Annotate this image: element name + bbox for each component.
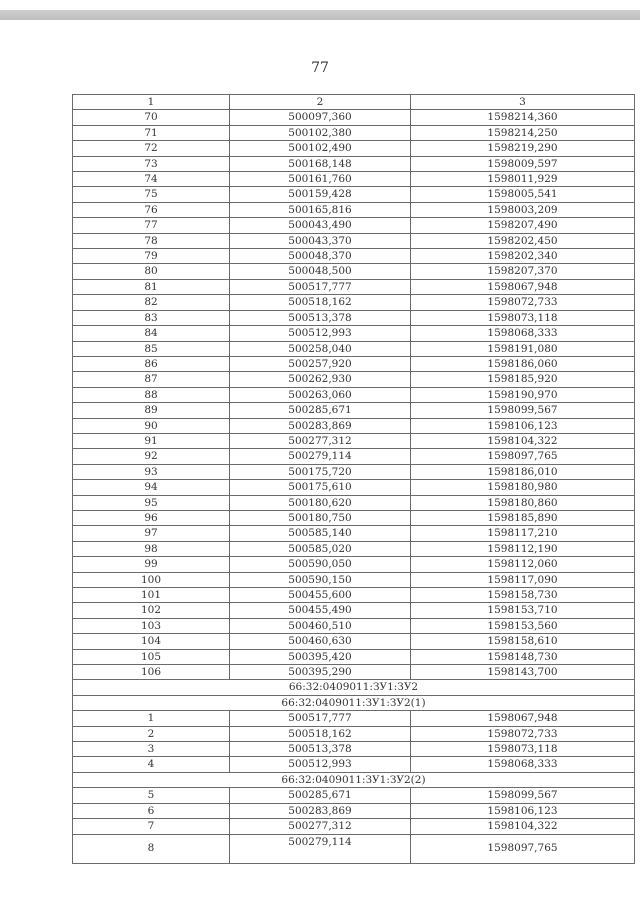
y-coordinate-cell: 1598099,567 xyxy=(411,403,635,418)
x-coordinate-cell: 500585,140 xyxy=(230,526,411,541)
table-row xyxy=(73,141,635,156)
point-number-cell: 104 xyxy=(73,634,230,649)
y-coordinate-cell: 1598158,610 xyxy=(411,634,635,649)
table-row xyxy=(73,819,635,834)
point-number-cell: 93 xyxy=(73,464,230,479)
y-coordinate-cell: 1598011,929 xyxy=(411,172,635,187)
table-row xyxy=(73,233,635,248)
table-row xyxy=(73,618,635,633)
x-coordinate-cell: 500043,370 xyxy=(230,233,411,248)
point-number-cell: 102 xyxy=(73,603,230,618)
x-coordinate-cell: 500455,490 xyxy=(230,603,411,618)
table-row xyxy=(73,603,635,618)
x-coordinate-cell: 500097,360 xyxy=(230,110,411,125)
table-header-row xyxy=(73,95,635,110)
x-coordinate-cell: 500460,510 xyxy=(230,618,411,633)
y-coordinate-cell: 1598104,322 xyxy=(411,433,635,448)
table-row xyxy=(73,495,635,510)
point-number-cell: 88 xyxy=(73,387,230,402)
point-number-cell: 70 xyxy=(73,110,230,125)
point-number-cell: 97 xyxy=(73,526,230,541)
x-coordinate-cell: 500283,869 xyxy=(230,803,411,818)
y-coordinate-cell: 1598068,333 xyxy=(411,757,635,772)
point-number-cell: 76 xyxy=(73,202,230,217)
table-row xyxy=(73,418,635,433)
y-coordinate-cell: 1598106,123 xyxy=(411,803,635,818)
table-row xyxy=(73,202,635,217)
point-number-cell: 74 xyxy=(73,172,230,187)
y-coordinate-cell: 1598112,190 xyxy=(411,541,635,556)
y-coordinate-cell: 1598073,118 xyxy=(411,742,635,757)
x-coordinate-cell: 500262,930 xyxy=(230,372,411,387)
table-row xyxy=(73,757,635,772)
table-row xyxy=(73,541,635,556)
table-row xyxy=(73,356,635,371)
x-coordinate-cell: 500043,490 xyxy=(230,218,411,233)
point-number-cell: 82 xyxy=(73,295,230,310)
point-number-cell: 6 xyxy=(73,803,230,818)
table-row xyxy=(73,341,635,356)
point-number-cell: 90 xyxy=(73,418,230,433)
point-number-cell: 8 xyxy=(73,834,230,863)
table-row xyxy=(73,156,635,171)
y-coordinate-cell: 1598153,710 xyxy=(411,603,635,618)
x-coordinate-cell: 500395,290 xyxy=(230,665,411,680)
x-coordinate-cell: 500285,671 xyxy=(230,788,411,803)
y-coordinate-cell: 1598186,060 xyxy=(411,356,635,371)
table-row xyxy=(73,742,635,757)
table-row xyxy=(73,387,635,402)
y-coordinate-cell: 1598185,890 xyxy=(411,510,635,525)
point-number-cell: 95 xyxy=(73,495,230,510)
x-coordinate-cell: 500512,993 xyxy=(230,326,411,341)
table-row xyxy=(73,372,635,387)
point-number-cell: 75 xyxy=(73,187,230,202)
y-coordinate-cell: 1598191,080 xyxy=(411,341,635,356)
section-header-zu2-2 xyxy=(73,772,635,787)
y-coordinate-cell: 1598214,360 xyxy=(411,110,635,125)
x-coordinate-cell: 500279,114 xyxy=(230,449,411,464)
point-number-cell: 5 xyxy=(73,788,230,803)
point-number-cell: 91 xyxy=(73,433,230,448)
table-row xyxy=(73,788,635,803)
x-coordinate-cell: 500159,428 xyxy=(230,187,411,202)
y-coordinate-cell: 1598073,118 xyxy=(411,310,635,325)
point-number-cell: 84 xyxy=(73,326,230,341)
section-title: 66:32:0409011:ЗУ1:ЗУ2(1) xyxy=(73,695,635,710)
table-row xyxy=(73,634,635,649)
y-coordinate-cell: 1598003,209 xyxy=(411,202,635,217)
x-coordinate-cell: 500161,760 xyxy=(230,172,411,187)
point-number-cell: 2 xyxy=(73,726,230,741)
x-coordinate-cell: 500279,114 xyxy=(230,834,411,863)
x-coordinate-cell: 500460,630 xyxy=(230,634,411,649)
y-coordinate-cell: 3 xyxy=(411,95,635,110)
point-number-cell: 99 xyxy=(73,557,230,572)
y-coordinate-cell: 1598067,948 xyxy=(411,711,635,726)
y-coordinate-cell: 1598072,733 xyxy=(411,295,635,310)
table-row xyxy=(73,480,635,495)
table-row xyxy=(73,218,635,233)
x-coordinate-cell: 500590,150 xyxy=(230,572,411,587)
table-row xyxy=(73,726,635,741)
y-coordinate-cell: 1598148,730 xyxy=(411,649,635,664)
x-coordinate-cell: 500168,148 xyxy=(230,156,411,171)
x-coordinate-cell: 500263,060 xyxy=(230,387,411,402)
coordinates-table xyxy=(72,94,635,864)
y-coordinate-cell: 1598097,765 xyxy=(411,449,635,464)
y-coordinate-cell: 1598202,340 xyxy=(411,249,635,264)
y-coordinate-cell: 1598072,733 xyxy=(411,726,635,741)
x-coordinate-cell: 500277,312 xyxy=(230,433,411,448)
point-number-cell: 98 xyxy=(73,541,230,556)
point-number-cell: 96 xyxy=(73,510,230,525)
y-coordinate-cell: 1598005,541 xyxy=(411,187,635,202)
point-number-cell: 101 xyxy=(73,588,230,603)
point-number-cell: 7 xyxy=(73,819,230,834)
table-row xyxy=(73,279,635,294)
section-header-zu2-1 xyxy=(73,695,635,710)
y-coordinate-cell: 1598207,490 xyxy=(411,218,635,233)
y-coordinate-cell: 1598214,250 xyxy=(411,125,635,140)
x-coordinate-cell: 500175,720 xyxy=(230,464,411,479)
x-coordinate-cell: 500455,600 xyxy=(230,588,411,603)
x-coordinate-cell: 2 xyxy=(230,95,411,110)
table-row xyxy=(73,326,635,341)
table-row xyxy=(73,187,635,202)
x-coordinate-cell: 500102,490 xyxy=(230,141,411,156)
x-coordinate-cell: 500180,620 xyxy=(230,495,411,510)
y-coordinate-cell: 1598180,980 xyxy=(411,480,635,495)
point-number-cell: 3 xyxy=(73,742,230,757)
x-coordinate-cell: 500102,380 xyxy=(230,125,411,140)
point-number-cell: 4 xyxy=(73,757,230,772)
point-number-cell: 106 xyxy=(73,665,230,680)
table-row xyxy=(73,557,635,572)
y-coordinate-cell: 1598207,370 xyxy=(411,264,635,279)
x-coordinate-cell: 500513,378 xyxy=(230,310,411,325)
section-title: 66:32:0409011:ЗУ1:ЗУ2 xyxy=(73,680,635,695)
point-number-cell: 80 xyxy=(73,264,230,279)
table-row xyxy=(73,649,635,664)
table-row xyxy=(73,433,635,448)
point-number-cell: 89 xyxy=(73,403,230,418)
table-row-last xyxy=(73,834,635,863)
y-coordinate-cell: 1598112,060 xyxy=(411,557,635,572)
scan-header-strip xyxy=(0,10,640,20)
point-number-cell: 81 xyxy=(73,279,230,294)
table-row xyxy=(73,803,635,818)
table-row xyxy=(73,172,635,187)
y-coordinate-cell: 1598068,333 xyxy=(411,326,635,341)
x-coordinate-cell: 500258,040 xyxy=(230,341,411,356)
x-coordinate-cell: 500048,500 xyxy=(230,264,411,279)
table-row xyxy=(73,403,635,418)
y-coordinate-cell: 1598202,450 xyxy=(411,233,635,248)
y-coordinate-cell: 1598186,010 xyxy=(411,464,635,479)
x-coordinate-cell: 500518,162 xyxy=(230,726,411,741)
y-coordinate-cell: 1598097,765 xyxy=(411,834,635,863)
point-number-cell: 72 xyxy=(73,141,230,156)
table-row xyxy=(73,264,635,279)
y-coordinate-cell: 1598117,210 xyxy=(411,526,635,541)
y-coordinate-cell: 1598117,090 xyxy=(411,572,635,587)
point-number-cell: 83 xyxy=(73,310,230,325)
point-number-cell: 71 xyxy=(73,125,230,140)
table-row xyxy=(73,572,635,587)
y-coordinate-cell: 1598099,567 xyxy=(411,788,635,803)
y-coordinate-cell: 1598158,730 xyxy=(411,588,635,603)
x-coordinate-cell: 500517,777 xyxy=(230,279,411,294)
x-coordinate-cell: 500285,671 xyxy=(230,403,411,418)
point-number-cell: 1 xyxy=(73,95,230,110)
y-coordinate-cell: 1598185,920 xyxy=(411,372,635,387)
table-row xyxy=(73,295,635,310)
x-coordinate-cell: 500175,610 xyxy=(230,480,411,495)
y-coordinate-cell: 1598219,290 xyxy=(411,141,635,156)
x-coordinate-cell: 500257,920 xyxy=(230,356,411,371)
table-row xyxy=(73,125,635,140)
section-header-zu2 xyxy=(73,680,635,695)
table-row xyxy=(73,449,635,464)
point-number-cell: 103 xyxy=(73,618,230,633)
x-coordinate-cell: 500517,777 xyxy=(230,711,411,726)
point-number-cell: 100 xyxy=(73,572,230,587)
table-row xyxy=(73,110,635,125)
table-row xyxy=(73,510,635,525)
table-row xyxy=(73,464,635,479)
x-coordinate-cell: 500513,378 xyxy=(230,742,411,757)
x-coordinate-cell: 500048,370 xyxy=(230,249,411,264)
table-row xyxy=(73,310,635,325)
y-coordinate-cell: 1598009,597 xyxy=(411,156,635,171)
x-coordinate-cell: 500512,993 xyxy=(230,757,411,772)
x-coordinate-cell: 500585,020 xyxy=(230,541,411,556)
point-number-cell: 73 xyxy=(73,156,230,171)
y-coordinate-cell: 1598143,700 xyxy=(411,665,635,680)
point-number-cell: 92 xyxy=(73,449,230,464)
table-row xyxy=(73,665,635,680)
table-row xyxy=(73,526,635,541)
table-row xyxy=(73,249,635,264)
x-coordinate-cell: 500277,312 xyxy=(230,819,411,834)
x-coordinate-cell: 500165,816 xyxy=(230,202,411,217)
point-number-cell: 79 xyxy=(73,249,230,264)
point-number-cell: 105 xyxy=(73,649,230,664)
x-coordinate-cell: 500518,162 xyxy=(230,295,411,310)
point-number-cell: 85 xyxy=(73,341,230,356)
table-row xyxy=(73,588,635,603)
x-coordinate-cell: 500283,869 xyxy=(230,418,411,433)
y-coordinate-cell: 1598067,948 xyxy=(411,279,635,294)
y-coordinate-cell: 1598153,560 xyxy=(411,618,635,633)
y-coordinate-cell: 1598104,322 xyxy=(411,819,635,834)
point-number-cell: 1 xyxy=(73,711,230,726)
point-number-cell: 86 xyxy=(73,356,230,371)
y-coordinate-cell: 1598180,860 xyxy=(411,495,635,510)
section-title: 66:32:0409011:ЗУ1:ЗУ2(2) xyxy=(73,772,635,787)
x-coordinate-cell: 500590,050 xyxy=(230,557,411,572)
y-coordinate-cell: 1598106,123 xyxy=(411,418,635,433)
point-number-cell: 78 xyxy=(73,233,230,248)
point-number-cell: 77 xyxy=(73,218,230,233)
x-coordinate-cell: 500180,750 xyxy=(230,510,411,525)
point-number-cell: 94 xyxy=(73,480,230,495)
page-number: 77 xyxy=(311,60,329,76)
point-number-cell: 87 xyxy=(73,372,230,387)
y-coordinate-cell: 1598190,970 xyxy=(411,387,635,402)
table-row xyxy=(73,711,635,726)
x-coordinate-cell: 500395,420 xyxy=(230,649,411,664)
